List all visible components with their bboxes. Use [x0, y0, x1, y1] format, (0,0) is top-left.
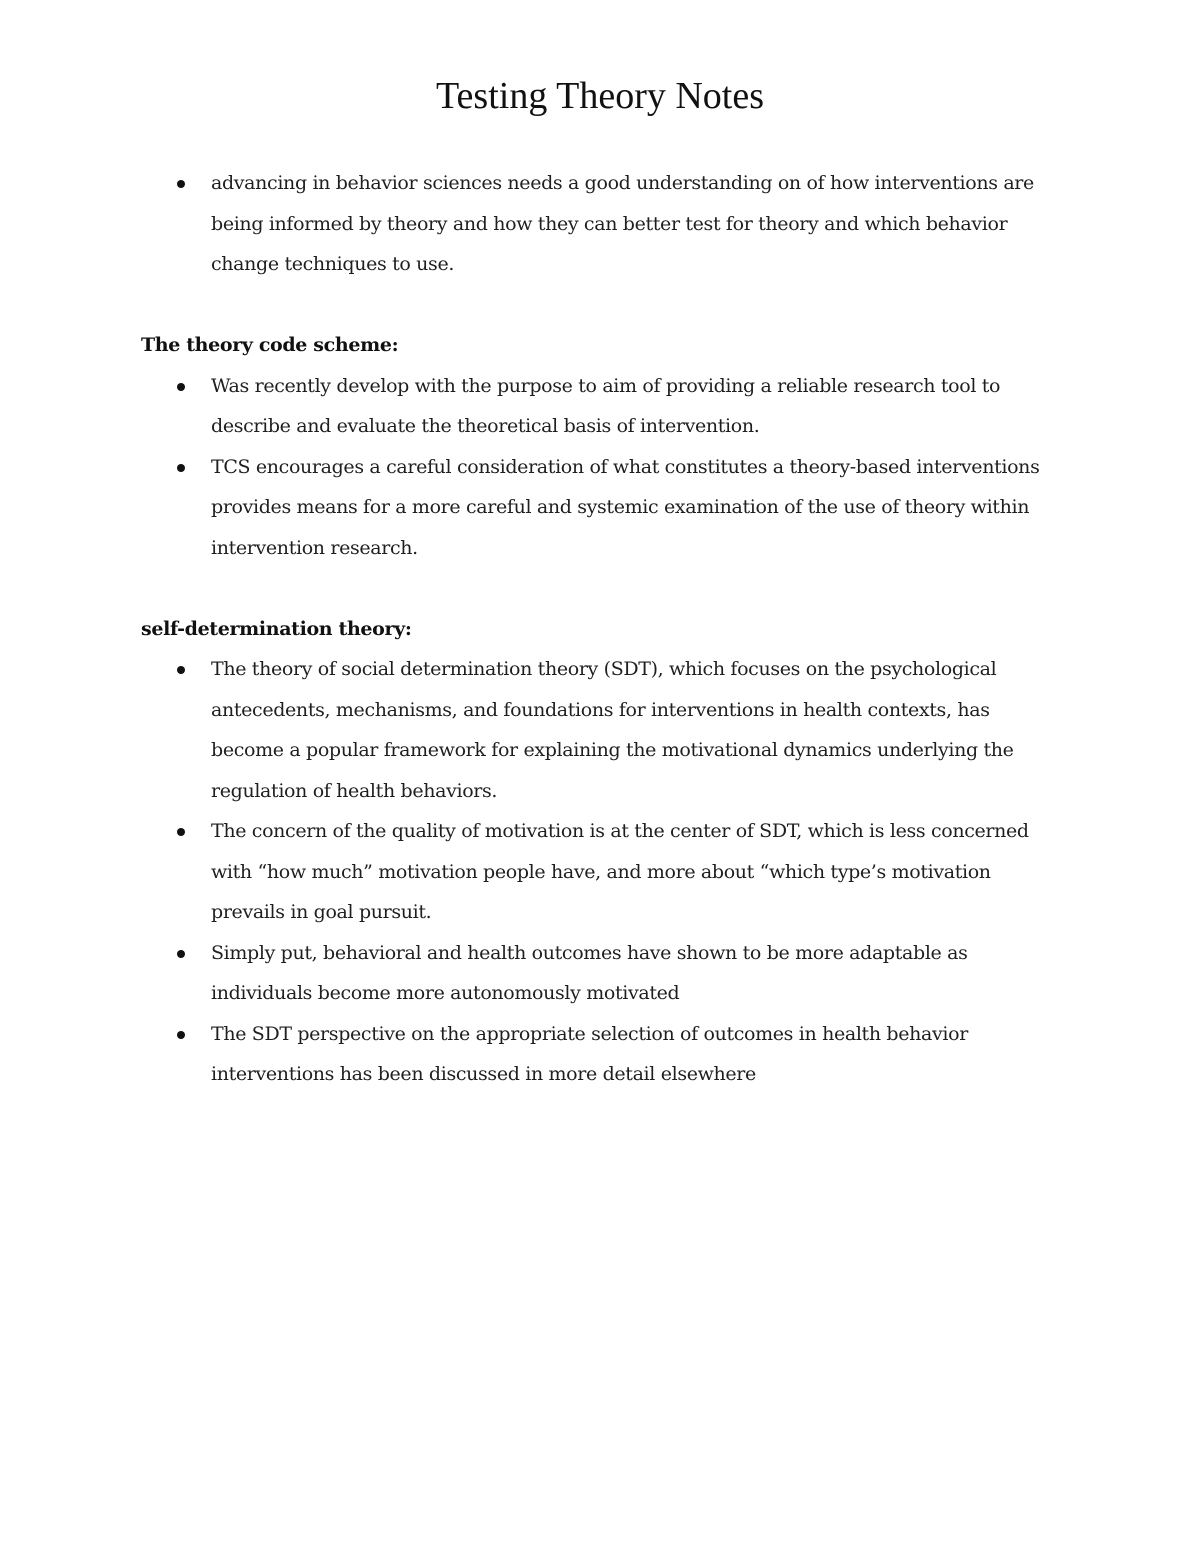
list-item-text: Simply put, behavioral and health outcomes have shown to be more adaptable as individuals become more autonomously motivated — [211, 941, 968, 1004]
list-item — [141, 1014, 1061, 1095]
spacer — [141, 285, 1061, 326]
section-heading-self-determination-theory: self-determination theory: — [141, 617, 412, 640]
bullet-icon — [177, 180, 185, 188]
bullet-icon — [177, 383, 185, 391]
bullet-icon — [177, 950, 185, 958]
spacer — [141, 568, 1061, 609]
list-item — [141, 447, 1061, 569]
list-item-text: TCS encourages a careful consideration of what constitutes a theory-based interventions provides means for a more careful and systemic examination of the use of theory within intervention research. — [211, 455, 1040, 559]
section-heading-theory-code-scheme: The theory code scheme: — [141, 334, 399, 356]
list-item-text: The concern of the quality of motivation is at the center of SDT, which is less concerned with “how much” motivation people have, and more about “which type’s motivation prevails in goal pursuit. — [211, 820, 1029, 923]
list-item — [141, 933, 1061, 1014]
bullet-icon — [177, 464, 185, 472]
list-item — [141, 649, 1061, 811]
theory-code-scheme-list — [141, 366, 1061, 569]
list-item — [141, 366, 1061, 447]
list-item — [141, 163, 1061, 285]
bullet-icon — [177, 1031, 185, 1039]
self-determination-theory-list — [141, 649, 1061, 1095]
bullet-icon — [177, 666, 185, 674]
list-item — [141, 811, 1061, 933]
intro-list — [141, 163, 1061, 285]
list-item-text: The SDT perspective on the appropriate selection of outcomes in health behavior interventions has been discussed in more detail elsewhere — [211, 1022, 968, 1085]
list-item-text: The theory of social determination theory (SDT), which focuses on the psychological antecedents, mechanisms, and foundations for interventions in health contexts, has become a popular framework for explaining the motivational dynamics underlying the regulation of health behaviors. — [211, 658, 1014, 802]
list-item-text: Was recently develop with the purpose to aim of providing a reliable research tool to describe and evaluate the theoretical basis of intervention. — [211, 374, 1001, 437]
list-item-text: advancing in behavior sciences needs a good understanding on of how interventions are being informed by theory and how they can better test for theory and which behavior change techniques to use. — [211, 172, 1034, 275]
document-body — [141, 163, 1061, 1095]
bullet-icon — [177, 828, 185, 836]
page-title: Testing Theory Notes — [435, 75, 765, 117]
